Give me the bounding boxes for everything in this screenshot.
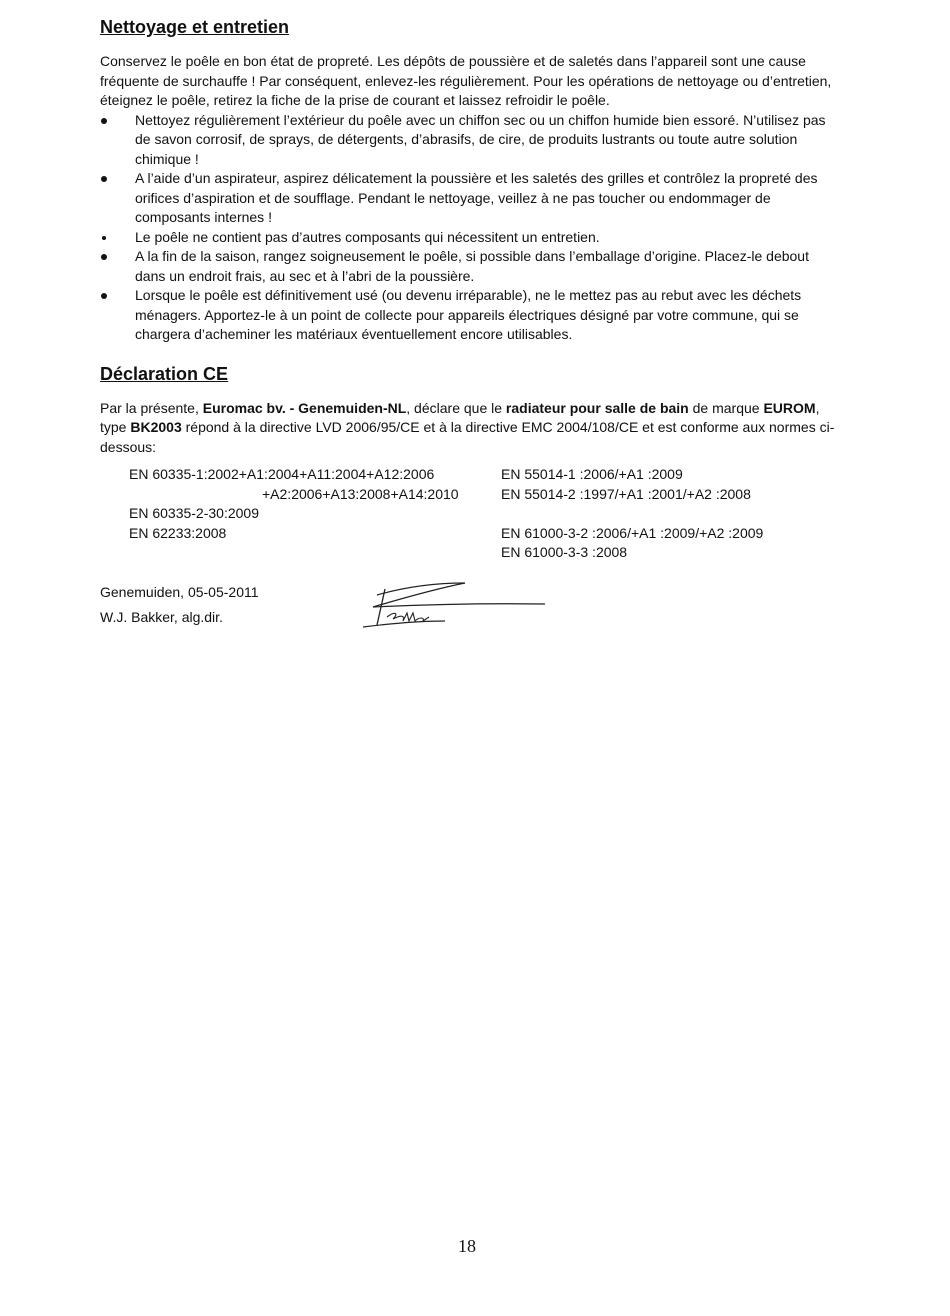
list-item: Le poêle ne contient pas d’autres composants qui nécessitent un entretien. [100, 228, 840, 248]
section-title-ce: Déclaration CE [100, 363, 229, 384]
list-item: Nettoyez régulièrement l’extérieur du poêle avec un chiffon sec ou un chiffon humide bien essoré. N’utilisez pas de savon corrosif, de sprays, de détergents, d’abrasifs, de cire, de produits lustrants ou toute autre solution chimique ! [100, 111, 840, 170]
norm-right: EN 55014-1 :2006/+A1 :2009 [501, 466, 683, 482]
product-type: BK2003 [130, 419, 182, 435]
list-item: Lorsque le poêle est définitivement usé (ou devenu irréparable), ne le mettez pas au rebut avec les déchets ménagers. Apportez-le à un point de collecte pour appareils électriques désigné par votre commune, qui se chargera d’acheminer les matériaux éventuellement encore utilisables. [100, 286, 840, 345]
signoff [100, 583, 840, 643]
norm-right: EN 61000-3-3 :2008 [501, 544, 628, 560]
norms-table [100, 465, 840, 565]
norm-left: EN 60335-2-30:2009 [129, 505, 259, 521]
norm-left: +A2:2006+A13:2008+A14:2010 [262, 485, 459, 502]
norm-right: EN 61000-3-2 :2006/+A1 :2009/+A2 :2009 [501, 524, 764, 541]
bullet-icon [101, 293, 107, 299]
place-date: Genemuiden, 05-05-2011 [100, 584, 259, 600]
cleaning-list [100, 111, 840, 345]
signatory-name: W.J. Bakker, alg.dir. [100, 609, 223, 625]
brand-name: EUROM [763, 399, 816, 416]
bullet-icon [101, 176, 107, 182]
norm-right: EN 55014-2 :1997/+A1 :2001/+A2 :2008 [501, 485, 751, 502]
product-name: radiateur pour salle de bain [505, 399, 689, 416]
bullet-icon [102, 236, 106, 240]
bullet-icon [101, 118, 107, 124]
page-number: 18 [458, 1236, 476, 1256]
bullet-icon [101, 254, 107, 260]
cleaning-intro: Conservez le poêle en bon état de propreté. Les dépôts de poussière et de saletés dans l’appareil sont une cause fréquente de surchauffe ! Par conséquent, enlevez-les régulièrement. Pour les opérations de nettoyage ou d’entretien, éteignez le poêle, retirez la fiche de la prise de courant et laissez refroidir le poêle. [100, 53, 832, 108]
list-item: A l’aide d’un aspirateur, aspirez délicatement la poussière et les saletés des grilles et contrôlez la propreté des orifices d’aspiration et de soufflage. Pendant le nettoyage, veillez à ne pas toucher ou endommager de composants internes ! [100, 169, 840, 228]
norm-left: EN 62233:2008 [129, 524, 227, 541]
section-title-cleaning: Nettoyage et entretien [100, 17, 290, 37]
list-item: A la fin de la saison, rangez soigneusement le poêle, si possible dans l’emballage d’origine. Placez-le debout dans un endroit frais, au sec et à l’abri de la poussière. [100, 247, 840, 286]
ce-declaration-section [100, 361, 840, 644]
document-page [100, 14, 840, 643]
norm-left: EN 60335-1:2002+A1:2004+A11:2004+A12:2006 [129, 466, 435, 482]
company-name: Euromac bv. - Genemuiden-NL [202, 399, 407, 416]
ce-declaration-text: Par la présente, Euromac bv. - Genemuiden-NL, déclare que le radiateur pour salle de bain de marque EUROM, type BK2003 répond à la directive LVD 2006/95/CE et à la directive EMC 2004/108/CE et est conforme aux normes ci-dessous: [100, 399, 835, 455]
signature-image [355, 577, 550, 632]
